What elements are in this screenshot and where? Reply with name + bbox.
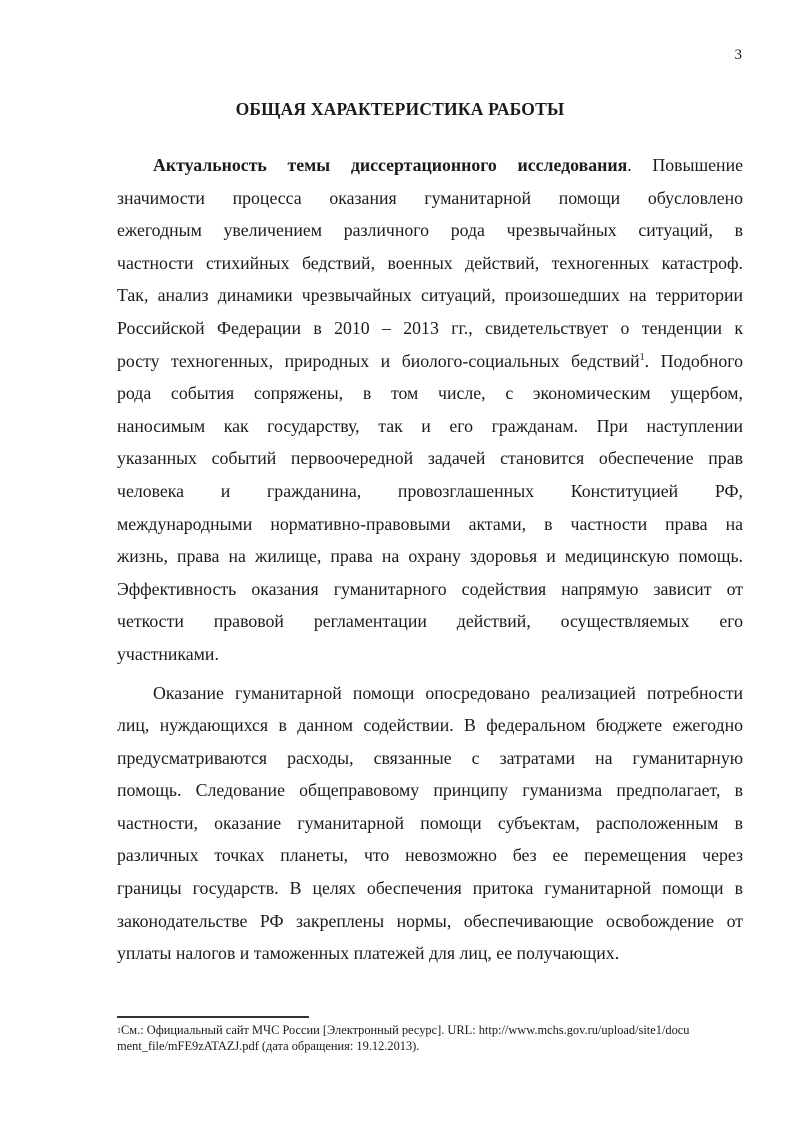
text-fragment: росту техногенных, природных и биолого-социальных бедствий <box>117 350 640 371</box>
text-line: жизнь, права на жилище, права на охрану здоровья и медицинскую помощь. <box>117 546 743 567</box>
text-line: ежегодным увеличением различного рода чрезвычайных ситуаций, в <box>117 220 743 241</box>
footnote <box>117 1023 745 1054</box>
text-line <box>117 149 743 182</box>
footnote-separator <box>117 1016 309 1018</box>
text-line: наносимым как государству, так и его гражданам. При наступлении <box>117 415 743 436</box>
document-body <box>117 149 743 970</box>
text-line: предусматриваются расходы, связанные с затратами на гуманитарную <box>117 747 743 768</box>
text-line: человека и гражданина, провозглашенных Конституцией РФ, <box>117 480 743 501</box>
text-line: частности, оказание гуманитарной помощи субъектам, расположенным в <box>117 812 743 833</box>
text-line: Оказание гуманитарной помощи опосредовано реализацией потребности <box>153 682 743 703</box>
text-line: различных точках планеты, что невозможно без ее перемещения через <box>117 845 743 866</box>
paragraph-humanitarian-aid <box>117 677 743 970</box>
text-line: участниками. <box>117 643 219 664</box>
text-line: рода события сопряжены, в том числе, с экономическим ущербом, <box>117 383 743 404</box>
footnote-line[interactable]: ment_file/mFE9zATAZJ.pdf (дата обращения: 19.12.2013). <box>117 1038 420 1053</box>
text-line: помощь. Следование общеправовому принципу гуманизма предполагает, в <box>117 780 743 801</box>
text-fragment: . Подобного <box>644 350 743 371</box>
page-number: 3 <box>734 47 742 63</box>
text-fragment: . Повышение <box>627 155 743 175</box>
paragraph-relevance <box>117 149 743 671</box>
footnote-text[interactable]: См.: Официальный сайт МЧС России [Электронный ресурс]. URL: http://www.mchs.gov.ru/upload/site1/docu <box>121 1023 690 1037</box>
text-line: законодательстве РФ закреплены нормы, обеспечивающие освобождение от <box>117 910 743 931</box>
text-line: уплаты налогов и таможенных платежей для лиц, ее получающих. <box>117 943 620 964</box>
relevance-lead-term: Актуальность темы диссертационного исследования <box>153 155 628 175</box>
text-line: указанных событий первоочередной задачей становится обеспечение прав <box>117 448 743 469</box>
text-line: лиц, нуждающихся в данном содействии. В федеральном бюджете ежегодно <box>117 715 743 736</box>
text-line: четкости правовой регламентации действий, осуществляемых его <box>117 611 743 632</box>
text-line: Так, анализ динамики чрезвычайных ситуаций, произошедших на территории <box>117 285 743 306</box>
footnote-reference[interactable]: 1 <box>639 351 645 363</box>
footnote-line <box>117 1023 745 1039</box>
text-line: частности стихийных бедствий, военных действий, техногенных катастроф. <box>117 252 743 273</box>
text-line <box>117 345 743 378</box>
text-line: международными нормативно-правовыми актами, в частности права на <box>117 513 743 534</box>
footnote-marker: 1 <box>117 1026 121 1035</box>
text-line: Эффективность оказания гуманитарного содействия напрямую зависит от <box>117 578 743 599</box>
text-line: значимости процесса оказания гуманитарной помощи обусловлено <box>117 187 743 208</box>
text-line: Российской Федерации в 2010 – 2013 гг., свидетельствует о тенденции к <box>117 317 743 338</box>
section-heading: ОБЩАЯ ХАРАКТЕРИСТИКА РАБОТЫ <box>235 99 565 119</box>
text-line: границы государств. В целях обеспечения притока гуманитарной помощи в <box>117 878 743 899</box>
